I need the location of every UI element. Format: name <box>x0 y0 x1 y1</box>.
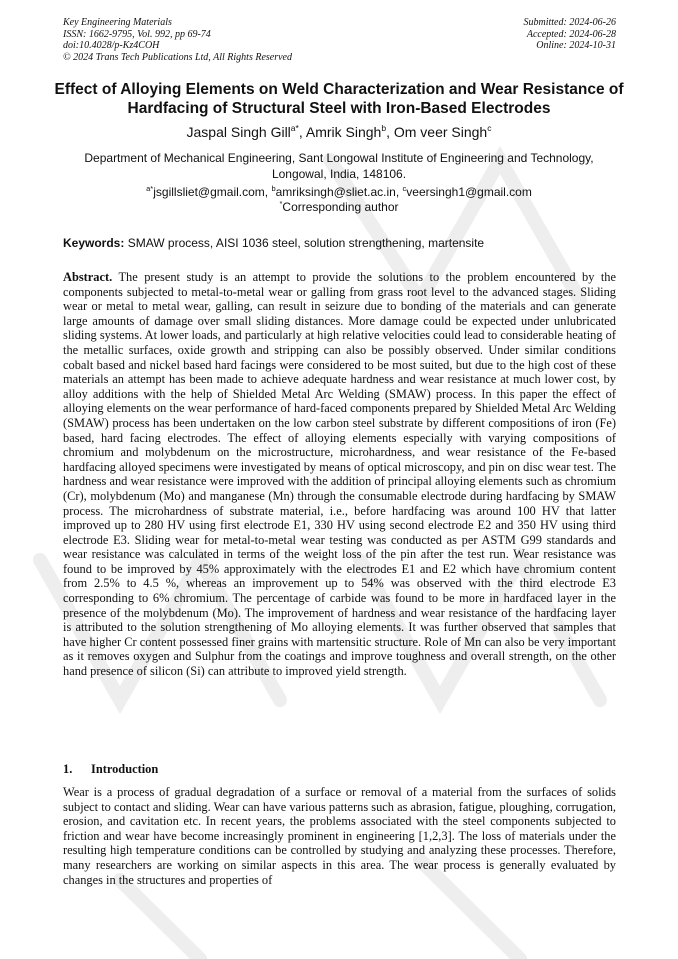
journal-copyright: © 2024 Trans Tech Publications Ltd, All Rights Reserved <box>63 51 292 63</box>
author-sup: b <box>381 123 387 133</box>
email-list <box>50 185 628 200</box>
author-name: Amrik Singh <box>305 124 382 140</box>
journal-issn: ISSN: 1662-9795, Vol. 992, pp 69-74 <box>63 28 211 40</box>
section-number: 1. <box>63 762 73 776</box>
section-heading <box>63 762 158 777</box>
abstract-text: The present study is an attempt to provide the solutions to the problem encountered by the components subjected to metal-to-metal wear or galling from grass root level to the advanced stages. Sliding wear or metal to metal wear, galling, can result in seizure due to bonding of the materials and can generate large amounts of damage over small sliding distances. More damage could be expected under unlubricated sliding systems. At lower loads, and particularly at high relative velocities could lead to considerable heating of the metallic surfaces, oxide growth and stripping can also be possibly observed. Under similar conditions cobalt based and nickel based hard facings were considered to be most suited, but due to the high cost of these materials an attempt has been made to achieve adequate hardness and wear resistance at much lower cost, by alloy additions with the help of Shielded Metal Arc Welding (SMAW) process. In this paper the effect of alloying elements on the wear performance of hard-faced components prepared by Shielded Metal Arc Welding (SMAW) process has been undertaken on the low carbon steel substrate by different compositions of iron (Fe) based, hard facing electrodes. The effect of alloying elements especially with varying compositions of chromium and molybdenum on the microstructure, microhardness, and wear resistance of the Fe-based hardfacing alloyed specimens were investigated by means of optical microscopy, and pin on disc wear test. The hardness and wear resistance were improved with the addition of principal alloying elements such as chromium (Cr), molybdenum (Mo) and manganese (Mn) through the consumable electrode during hardfacing by SMAW process. The microhardness of substrate material, i.e., before hardfacing was around 100 HV that latter improved up to 280 HV using first electrode E1, 330 HV using second electrode E2 and 350 HV using third electrode E3. Sliding wear for metal-to-metal wear testing was conducted as per ASTM G99 standards and wear resistance was calculated in terms of the weight loss of the pin after the test run. Wear resistance was found to be improved by 45% approximately with the electrodes E1 and E2 which have chromium content from 2.5% to 4.5 %, whereas an improvement up to 54% was observed with the third electrode E3 corresponding to 6% chromium. The percentage of carbide was found to be more in hardfaced layer in the presence of the molybdenum (Mo). The improvement of hardness and wear resistance of the hardfacing layer is attributed to the solution strengthening of Mo alloying elements. It was further observed that samples that have higher Cr content possessed finer grains with martensitic structure. Role of Mn can also be very important as it removes oxygen and Sulphur from the coatings and improve toughness and overall strength, on the other hand presence of silicon (Si) can attribute to improved yield strength. <box>63 270 616 679</box>
section-title: Introduction <box>91 762 159 776</box>
author-list <box>50 123 628 141</box>
author-name: Om veer Singh <box>393 124 488 140</box>
author-name: Jaspal Singh Gill <box>186 124 291 140</box>
affiliation: Department of Mechanical Engineering, Sant Longowal Institute of Engineering and Technology, Longowal, India, 148106. <box>84 151 594 181</box>
submitted-date: Submitted: 2024-06-26 <box>523 17 616 28</box>
author-sup: a* <box>290 123 299 133</box>
email-separator: , <box>264 185 272 199</box>
keywords-label: Keywords: <box>63 236 125 250</box>
corresponding-text: Corresponding author <box>282 200 399 214</box>
email-separator: , <box>395 185 403 199</box>
email-link[interactable]: veersingh1@gmail.com <box>406 185 532 199</box>
journal-info <box>63 17 292 63</box>
journal-doi[interactable]: doi:10.4028/p-Kz4COH <box>63 40 160 51</box>
abstract <box>63 270 616 679</box>
keywords-text: SMAW process, AISI 1036 steel, solution strengthening, martensite <box>124 236 485 250</box>
email-sup: a* <box>146 184 154 193</box>
email-sup: c <box>402 184 407 193</box>
corresponding-sup: * <box>279 199 283 208</box>
paper-title: Effect of Alloying Elements on Weld Characterization and Wear Resistance of Hardfacing of Structural Steel with Iron-Based Electrodes <box>54 81 624 117</box>
introduction-paragraph: Wear is a process of gradual degradation of a surface or removal of a material from the surfaces of solids subject to contact and sliding. Wear can have various patterns such as abrasion, fatigue, ploughing, corrugation, erosion, and cavitation etc. In recent years, the problems associated with the steel components subjected to friction and wear have become increasingly prominent in engineering [1,2,3]. The loss of materials under the resulting high temperature conditions can be controlled by studying and analyzing these processes. Therefore, many researchers are working on similar aspects in this area. The wear process is generally evaluated by changes in the structures and properties of <box>63 785 616 887</box>
abstract-label: Abstract. <box>63 270 113 284</box>
email-link[interactable]: jsgillsliet@gmail.com <box>153 185 265 199</box>
keywords <box>63 236 616 251</box>
email-link[interactable]: amriksingh@sliet.ac.in <box>275 185 396 199</box>
online-date: Online: 2024-10-31 <box>536 40 616 51</box>
journal-name: Key Engineering Materials <box>63 17 172 28</box>
publication-dates <box>524 17 617 52</box>
accepted-date: Accepted: 2024-06-28 <box>526 28 616 40</box>
author-sup: c <box>487 123 492 133</box>
corresponding-note <box>50 200 628 215</box>
email-sup: b <box>271 184 276 193</box>
author-separator: , <box>386 124 394 140</box>
author-separator: , <box>298 124 306 140</box>
